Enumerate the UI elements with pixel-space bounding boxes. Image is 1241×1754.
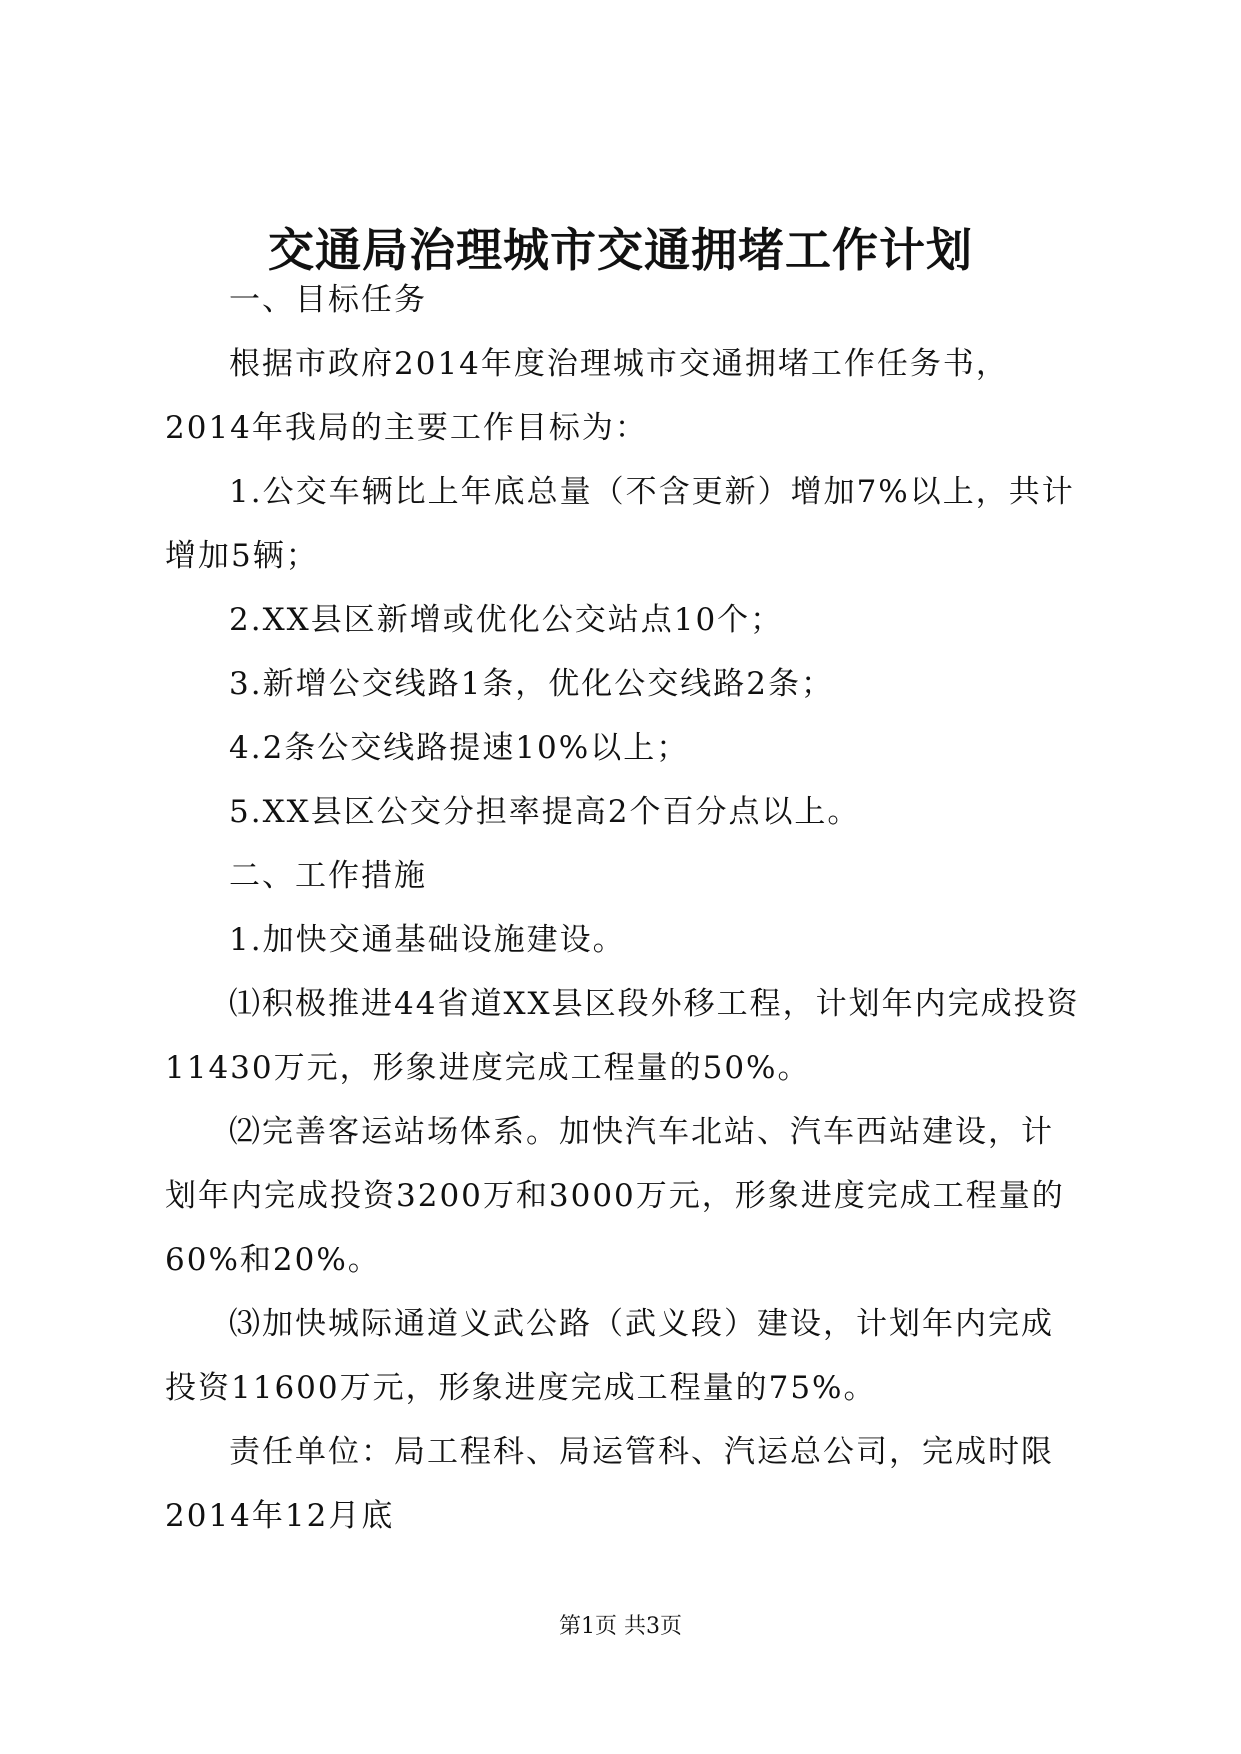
measure-subitem-3: ⑶加快城际通道义武公路（武义段）建设，计划年内完成投资11600万元，形象进度完成工程量的75%。 <box>165 1306 1054 1406</box>
page-title: 交通局治理城市交通拥堵工作计划 <box>268 223 973 277</box>
measure-subitem-1: ⑴积极推进44省道XX县区段外移工程，计划年内完成投资11430万元，形象进度完成工程量的50%。 <box>165 986 1080 1086</box>
goal-item-1: 1.公交车辆比上年底总量（不含更新）增加7%以上，共计增加5辆； <box>165 474 1075 574</box>
measure-item-1: 1.加快交通基础设施建设。 <box>229 922 626 958</box>
section-heading-measures: 二、工作措施 <box>229 858 427 894</box>
document-body <box>165 268 1085 1548</box>
section-heading-goals: 一、目标任务 <box>229 282 427 318</box>
responsibility-note: 责任单位：局工程科、局运管科、汽运总公司，完成时限2014年12月底 <box>165 1434 1054 1534</box>
paragraph-intro: 根据市政府2014年度治理城市交通拥堵工作任务书，2014年我局的主要工作目标为： <box>165 346 1009 446</box>
measure-subitem-2: ⑵完善客运站场体系。加快汽车北站、汽车西站建设，计划年内完成投资3200万和3000万元，形象进度完成工程量的60%和20%。 <box>165 1114 1065 1278</box>
goal-item-3: 3.新增公交线路1条，优化公交线路2条； <box>229 666 835 702</box>
page-footer: 第1页 共3页 <box>559 1614 682 1639</box>
goal-item-2: 2.XX县区新增或优化公交站点10个； <box>229 602 784 638</box>
goal-item-5: 5.XX县区公交分担率提高2个百分点以上。 <box>229 794 861 830</box>
goal-item-4: 4.2条公交线路提速10%以上； <box>229 730 690 766</box>
